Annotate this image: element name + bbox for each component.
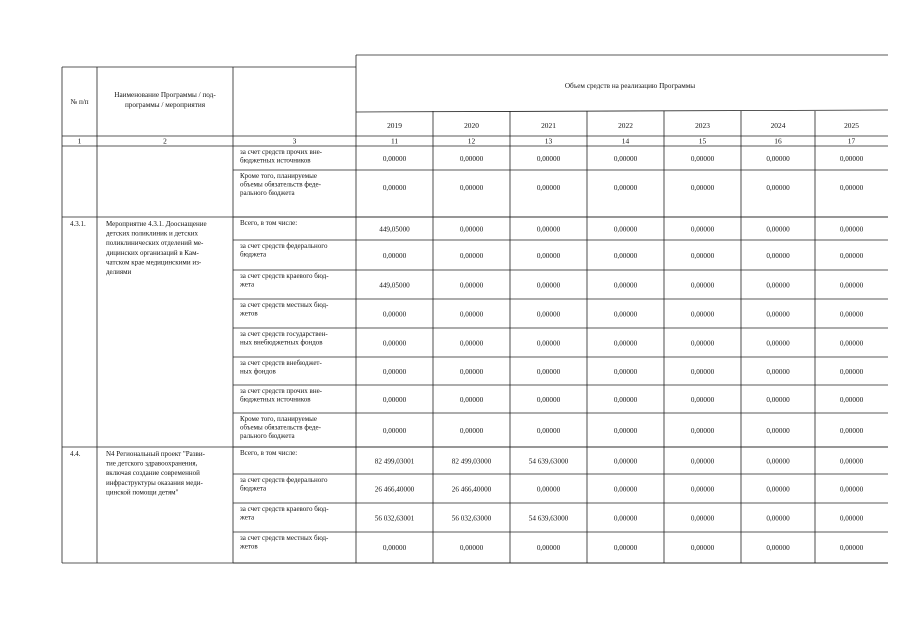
amount-value: 0,00000 — [613, 427, 638, 435]
amount-value: 0,00000 — [459, 184, 484, 192]
amount-value: 56 032,63000 — [451, 514, 492, 523]
funding-source-label: бюджетных источников — [240, 156, 311, 165]
funding-source-label: за счет средств федерального — [240, 242, 328, 250]
amount-value: 0,00000 — [690, 281, 715, 290]
amount-value: 0,00000 — [613, 281, 638, 290]
amount-value: 0,00000 — [839, 427, 864, 435]
funding-source-label: рального бюджета — [240, 432, 295, 441]
amount-value: 0,00000 — [613, 368, 638, 376]
amount-value: 0,00000 — [839, 544, 864, 552]
amount-value: 54 639,63000 — [528, 514, 569, 523]
amount-value: 0,00000 — [766, 252, 790, 260]
amount-value: 0,00000 — [536, 155, 561, 163]
amount-value: 0,00000 — [766, 457, 790, 466]
amount-value: 0,00000 — [690, 485, 715, 494]
amount-value: 0,00000 — [766, 396, 790, 404]
amount-value: 0,00000 — [690, 396, 715, 404]
amount-value: 0,00000 — [690, 252, 715, 260]
amount-value: 54 639,63000 — [528, 457, 569, 466]
amount-value: 449,05000 — [379, 281, 410, 290]
item-name: чатском крае медицинскими из- — [106, 258, 202, 267]
item-name: включая создание современной — [106, 469, 200, 478]
amount-value: 0,00000 — [690, 514, 715, 523]
amount-value: 0,00000 — [839, 225, 864, 234]
amount-value: 26 466,40000 — [374, 485, 415, 494]
amount-value: 0,00000 — [766, 155, 790, 163]
amount-value: 0,00000 — [613, 514, 638, 523]
column-index: 16 — [774, 136, 782, 146]
funding-source-label: за счет средств федерального — [240, 476, 328, 484]
amount-value: 0,00000 — [382, 184, 407, 192]
year-header: 2019 — [387, 121, 402, 130]
amount-value: 0,00000 — [766, 339, 790, 348]
amount-value: 0,00000 — [839, 368, 864, 376]
funding-source-label: за счет средств местных бюд- — [240, 301, 329, 309]
amount-value: 82 499,03000 — [451, 457, 492, 466]
amount-value: 0,00000 — [382, 310, 407, 319]
column-index: 13 — [544, 136, 553, 146]
column-index: 1 — [77, 136, 82, 146]
volume-header: Объем средств на реализацию Программы — [564, 82, 696, 90]
amount-value: 0,00000 — [536, 368, 561, 376]
amount-value: 0,00000 — [690, 427, 715, 435]
amount-value: 0,00000 — [382, 339, 407, 348]
column-header-name: Наименование Программы / под- — [114, 91, 216, 99]
year-header: 2022 — [618, 121, 633, 130]
funding-source-label: за счет средств государствен- — [240, 330, 328, 338]
item-name: тие детского здравоохранения, — [106, 459, 198, 468]
amount-value: 0,00000 — [459, 427, 484, 435]
amount-value: 0,00000 — [766, 225, 790, 234]
item-name: инфраструктуры оказания меди- — [106, 478, 203, 487]
amount-value: 0,00000 — [839, 485, 864, 494]
amount-value: 0,00000 — [690, 155, 715, 163]
amount-value: 0,00000 — [382, 396, 407, 404]
funding-source-label: за счет средств внебюджет- — [240, 359, 322, 367]
amount-value: 0,00000 — [613, 457, 638, 466]
amount-value: 0,00000 — [536, 427, 561, 435]
amount-value: 0,00000 — [613, 544, 638, 552]
year-header: 2020 — [464, 121, 479, 130]
amount-value: 0,00000 — [459, 281, 484, 290]
item-name: дицинских организаций в Кам- — [106, 248, 199, 257]
amount-value: 0,00000 — [536, 339, 561, 348]
year-header-rule — [356, 110, 888, 112]
amount-value: 0,00000 — [459, 225, 484, 234]
amount-value: 0,00000 — [382, 544, 407, 552]
amount-value: 0,00000 — [536, 252, 561, 260]
amount-value: 0,00000 — [536, 544, 561, 552]
amount-value: 0,00000 — [613, 155, 638, 163]
funding-source-label: жетов — [240, 309, 258, 318]
amount-value: 0,00000 — [766, 184, 790, 192]
amount-value: 0,00000 — [690, 544, 715, 552]
amount-value: 0,00000 — [839, 281, 864, 290]
funding-source-label: за счет средств краевого бюд- — [240, 272, 329, 280]
amount-value: 0,00000 — [690, 368, 715, 376]
column-index: 2 — [163, 136, 167, 146]
column-index: 17 — [847, 136, 856, 146]
funding-source-label: Кроме того, планируемые — [240, 415, 317, 423]
amount-value: 0,00000 — [613, 396, 638, 404]
amount-value: 0,00000 — [690, 225, 715, 234]
amount-value: 0,00000 — [690, 339, 715, 348]
amount-value: 0,00000 — [839, 252, 864, 260]
amount-value: 0,00000 — [839, 184, 864, 192]
item-name: N4 Региональный проект "Разви- — [106, 450, 205, 458]
amount-value: 0,00000 — [839, 155, 864, 163]
amount-value: 0,00000 — [459, 396, 484, 404]
column-header-name: программы / мероприятия — [124, 101, 206, 109]
year-header: 2024 — [770, 121, 786, 130]
funding-source-label: жета — [240, 280, 255, 289]
funding-source-label: жета — [240, 513, 255, 522]
amount-value: 0,00000 — [459, 544, 484, 552]
amount-value: 0,00000 — [382, 368, 407, 376]
amount-value: 0,00000 — [382, 155, 407, 163]
amount-value: 0,00000 — [459, 252, 484, 260]
amount-value: 0,00000 — [766, 368, 790, 376]
amount-value: 0,00000 — [766, 544, 790, 552]
column-index: 3 — [292, 136, 297, 146]
amount-value: 0,00000 — [536, 184, 561, 192]
item-name: поликлинических отделений ме- — [106, 239, 204, 248]
amount-value: 0,00000 — [536, 225, 561, 234]
amount-value: 0,00000 — [766, 485, 790, 494]
amount-value: 0,00000 — [766, 427, 790, 435]
funding-source-label: бюджетных источников — [240, 395, 311, 404]
amount-value: 0,00000 — [766, 310, 790, 319]
amount-value: 0,00000 — [839, 339, 864, 348]
amount-value: 56 032,63001 — [374, 514, 415, 523]
item-name: Мероприятие 4.3.1. Дооснащение — [106, 220, 207, 228]
amount-value: 0,00000 — [536, 396, 561, 404]
amount-value: 0,00000 — [613, 225, 638, 234]
year-header: 2021 — [541, 121, 556, 130]
amount-value: 0,00000 — [766, 281, 790, 290]
column-index: 11 — [390, 136, 399, 146]
amount-value: 82 499,03001 — [374, 457, 415, 466]
amount-value: 0,00000 — [766, 514, 790, 523]
amount-value: 0,00000 — [613, 485, 638, 494]
amount-value: 0,00000 — [382, 427, 407, 435]
amount-value: 0,00000 — [459, 155, 484, 163]
amount-value: 0,00000 — [613, 184, 638, 192]
funding-source-label: бюджета — [240, 484, 267, 493]
amount-value: 449,05000 — [379, 225, 410, 234]
amount-value: 0,00000 — [459, 339, 484, 348]
amount-value: 0,00000 — [459, 310, 484, 319]
year-header: 2023 — [695, 121, 710, 130]
item-name: цинской помощи детям" — [106, 488, 179, 497]
funding-source-label: объемы обязательств феде- — [240, 180, 321, 189]
funding-source-label: ных фондов — [240, 367, 276, 376]
amount-value: 0,00000 — [839, 396, 864, 404]
amount-value: 0,00000 — [613, 252, 638, 260]
amount-value: 0,00000 — [536, 281, 561, 290]
funding-source-label: объемы обязательств феде- — [240, 423, 321, 432]
funding-source-label: рального бюджета — [240, 189, 295, 198]
amount-value: 0,00000 — [690, 457, 715, 466]
funding-source-label: за счет средств местных бюд- — [240, 534, 329, 542]
amount-value: 0,00000 — [690, 184, 715, 192]
column-index: 12 — [467, 136, 476, 146]
funding-source-label: бюджета — [240, 250, 267, 259]
amount-value: 0,00000 — [839, 457, 864, 466]
amount-value: 0,00000 — [613, 310, 638, 319]
column-header-number: № п/п — [70, 98, 89, 106]
amount-value: 0,00000 — [839, 310, 864, 319]
item-number: 4.4. — [70, 450, 81, 458]
amount-value: 0,00000 — [536, 310, 561, 319]
funding-source-label: за счет средств краевого бюд- — [240, 505, 329, 513]
funding-source-label: за счет средств прочих вне- — [240, 387, 323, 395]
funding-source-label: за счет средств прочих вне- — [240, 148, 323, 156]
item-number: 4.3.1. — [70, 220, 86, 228]
column-index: 14 — [621, 136, 630, 146]
amount-value: 0,00000 — [690, 310, 715, 319]
amount-value: 0,00000 — [613, 339, 638, 348]
funding-source-label: жетов — [240, 542, 258, 551]
column-index: 15 — [698, 136, 707, 146]
amount-value: 0,00000 — [459, 368, 484, 376]
amount-value: 0,00000 — [839, 514, 864, 523]
amount-value: 26 466,40000 — [451, 485, 492, 494]
item-name: делиями — [106, 268, 132, 276]
year-header: 2025 — [844, 121, 859, 130]
funding-source-label: ных внебюджетных фондов — [240, 338, 323, 347]
funding-source-label: Всего, в том числе: — [240, 219, 298, 227]
amount-value: 0,00000 — [536, 485, 561, 494]
amount-value: 0,00000 — [382, 252, 407, 260]
funding-source-label: Кроме того, планируемые — [240, 172, 317, 180]
funding-source-label: Всего, в том числе: — [240, 449, 298, 457]
item-name: детских поликлиник и детских — [106, 229, 199, 238]
